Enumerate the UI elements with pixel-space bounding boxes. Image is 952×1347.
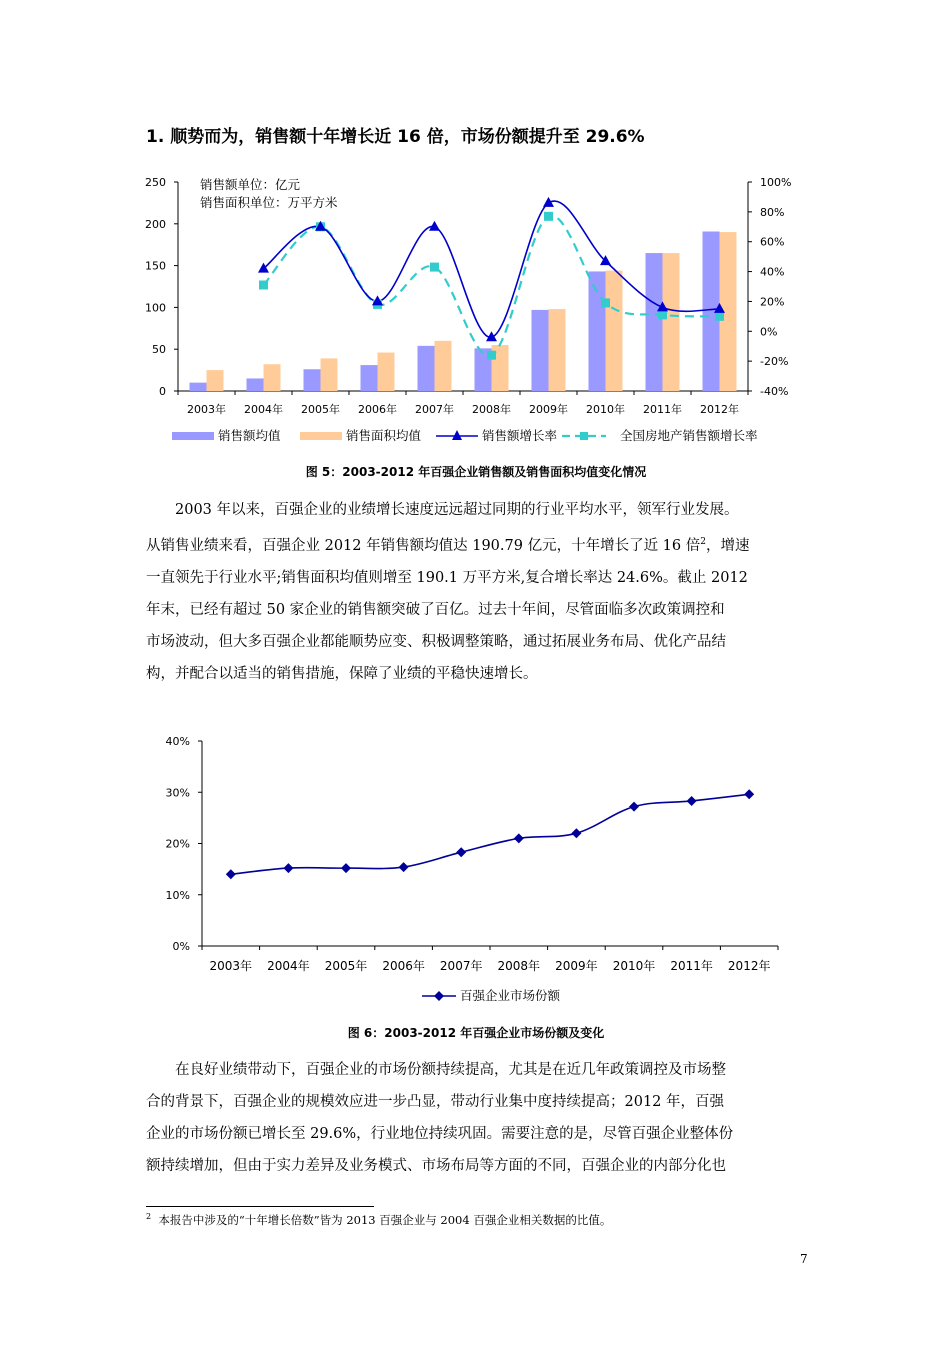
right-axis-tick-label: -40% <box>760 385 789 398</box>
footnote <box>146 1212 611 1228</box>
x-axis-tick-label: 2005年 <box>301 403 340 416</box>
x-axis-tick-label: 2012年 <box>727 959 771 973</box>
market-share-line <box>231 794 749 874</box>
market-share-point <box>283 863 293 873</box>
footnote-ref: 2 <box>700 537 706 547</box>
market-share-point <box>456 847 466 857</box>
left-axis-tick-label: 250 <box>145 176 166 189</box>
x-axis-tick-label: 2009年 <box>529 403 568 416</box>
market-share-point <box>514 833 524 843</box>
x-axis-tick-label: 2004年 <box>267 959 310 973</box>
legend-label-national: 全国房地产销售额增长率 <box>620 428 758 443</box>
figure6-caption: 图 6：2003-2012 年百强企业市场份额及变化 <box>347 1026 605 1040</box>
left-axis-tick-label: 100 <box>145 301 166 315</box>
x-axis-tick-label: 2009年 <box>555 959 598 973</box>
footnote-divider <box>146 1206 374 1207</box>
section-heading: 1. 顺势而为，销售额十年增长近 16 倍，市场份额提升至 29.6% <box>146 127 645 147</box>
market-share-point <box>744 789 754 799</box>
paragraph-1-line-4: 年末，已经有超过 50 家企业的销售额突破了百亿。过去十年间，尽管面临多次政策调控和 <box>146 601 725 618</box>
paragraph-1-line-1: 2003 年以来，百强企业的业绩增长速度远远超过同期的行业平均水平，领军行业发展。 <box>175 502 739 518</box>
left-axis-tick-label: 200 <box>145 217 166 231</box>
paragraph-1-line-2-tail: ，增速 <box>705 537 750 554</box>
y-axis-tick-label: 40% <box>165 735 190 748</box>
left-axis-tick-label: 50 <box>152 343 166 357</box>
market-share-point <box>629 802 639 812</box>
y-axis-tick-label: 30% <box>165 786 190 800</box>
paragraph-1-line-3: 一直领先于行业水平;销售面积均值则增至 190.1 万平方米,复合增长率达 24.6%。截止 2012 <box>146 569 748 586</box>
paragraph-2-line-3: 企业的市场份额已增长至 29.6%，行业地位持续巩固。需要注意的是，尽管百强企业整体份 <box>146 1126 734 1142</box>
right-axis-tick-label: 100% <box>760 176 792 189</box>
x-axis-tick-label: 2007年 <box>439 959 483 973</box>
unit-note-area: 销售面积单位：万平方米 <box>200 195 338 210</box>
x-axis-tick-label: 2005年 <box>324 959 368 973</box>
y-axis-tick-label: 10% <box>165 888 190 902</box>
y-axis-tick-label: 20% <box>165 837 190 851</box>
market-share-point <box>341 863 351 873</box>
market-share-point <box>571 828 581 838</box>
right-axis-tick-label: 40% <box>760 265 785 279</box>
y-axis-tick-label: 0% <box>172 940 190 953</box>
x-axis-tick-label: 2010年 <box>612 959 656 973</box>
left-axis-tick-label: 0 <box>159 385 166 398</box>
footnote-text: 本报告中涉及的“十年增长倍数”皆为 2013 百强企业与 2004 百强企业相关数据的比值。 <box>158 1213 612 1227</box>
x-axis-tick-label: 2004年 <box>244 403 283 416</box>
paragraph-1-line-6: 构，并配合以适当的销售措施，保障了业绩的平稳快速增长。 <box>146 665 538 682</box>
x-axis-tick-label: 2003年 <box>187 403 226 416</box>
footnote-marker: 2 <box>146 1212 152 1222</box>
legend-swatch-share-marker <box>434 991 444 1001</box>
paragraph-2-line-1: 在良好业绩带动下，百强企业的市场份额持续提高，尤其是在近几年政策调控及市场整 <box>175 1062 726 1078</box>
right-axis-tick-label: 20% <box>760 295 785 309</box>
x-axis-tick-label: 2008年 <box>472 403 511 416</box>
x-axis-tick-label: 2008年 <box>497 959 541 973</box>
x-axis-tick-label: 2007年 <box>415 403 454 416</box>
market-share-point <box>399 862 409 872</box>
legend-label-growth: 销售额增长率 <box>482 428 558 443</box>
market-share-point <box>226 869 236 879</box>
x-axis-tick-label: 2012年 <box>700 403 739 416</box>
right-axis-tick-label: 80% <box>760 205 785 219</box>
paragraph-2-line-4: 额持续增加，但由于实力差异及业务模式、市场布局等方面的不同，百强企业的内部分化也 <box>146 1158 726 1174</box>
paragraph-2 <box>146 1054 810 1182</box>
x-axis-tick-label: 2010年 <box>586 403 625 416</box>
x-axis-tick-label: 2006年 <box>358 403 397 416</box>
legend-label-area: 销售面积均值 <box>346 428 422 443</box>
left-axis-tick-label: 150 <box>145 259 166 273</box>
paragraph-1-line-5: 市场波动，但大多百强企业都能顺势应变、积极调整策略，通过拓展业务布局、优化产品结 <box>146 633 726 650</box>
page-number: 7 <box>800 1252 808 1266</box>
right-axis-tick-label: 60% <box>760 235 785 249</box>
paragraph-2-line-2: 合的背景下，百强企业的规模效应进一步凸显，带动行业集中度持续提高；2012 年，百强 <box>146 1094 725 1110</box>
x-axis-tick-label: 2003年 <box>209 959 253 973</box>
unit-note-sales: 销售额单位：亿元 <box>200 177 301 192</box>
legend-label-share: 百强企业市场份额 <box>460 988 561 1003</box>
paragraph-1-line-2-text: 从销售业绩来看，百强企业 2012 年销售额均值达 190.79 亿元，十年增长了近 16 倍 <box>146 537 701 554</box>
x-axis-tick-label: 2011年 <box>643 403 682 416</box>
figure5-caption: 图 5：2003-2012 年百强企业销售额及销售面积均值变化情况 <box>305 465 647 479</box>
right-axis-tick-label: -20% <box>760 355 789 369</box>
legend-label-sales: 销售额均值 <box>218 428 281 443</box>
market-share-point <box>687 796 697 806</box>
x-axis-tick-label: 2006年 <box>382 959 425 973</box>
x-axis-tick-label: 2011年 <box>670 959 713 973</box>
right-axis-tick-label: 0% <box>760 325 778 339</box>
